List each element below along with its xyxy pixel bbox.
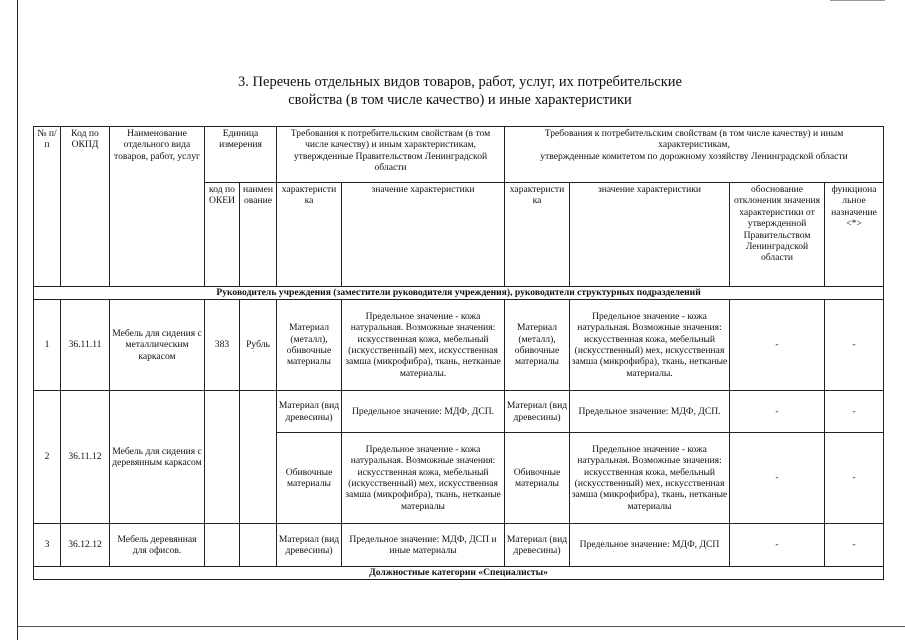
row1-okpd: 36.11.11: [61, 300, 110, 391]
row2a-justification: -: [730, 391, 825, 433]
row3-okpd: 36.12.12: [61, 524, 110, 567]
page-frame-bottom: [17, 626, 905, 627]
row1-name: Мебель для сидения с металлическим каркасом: [110, 300, 205, 391]
row3-name: Мебель деревянная для офисов.: [110, 524, 205, 567]
header-gov-requirements: Требования к потребительским свойствам (в том числе качеству) и иным характеристикам, утвержденные Правительством Ленинградской области: [277, 127, 505, 183]
row2-unit: [240, 391, 277, 524]
row2b-justification: -: [730, 433, 825, 524]
header-justification: обоснование отклонения значения характеристики от утвержденной Правительством Ленинградской области: [730, 183, 825, 287]
row2b-characteristic: Обивочные материалы: [277, 433, 342, 524]
row3-value-2: Предельное значение: МДФ, ДСП: [570, 524, 730, 567]
row3-okei: [205, 524, 240, 567]
row2a-value: Предельное значение: МДФ, ДСП.: [342, 391, 505, 433]
row3-function: -: [825, 524, 884, 567]
header-committee-line-1: Требования к потребительским свойствам (в том числе качеству) и иным: [544, 128, 844, 139]
section-row-managers: [34, 287, 884, 300]
row2b-value: Предельное значение - кожа натуральная. Возможные значения: искусственная кожа, мебельный (искусственный) мех, искусственная замша (микрофибра), ткань, нетканые материалы: [342, 433, 505, 524]
row2-okei: [205, 391, 240, 524]
header-committee-line-3: утвержденные комитетом по дорожному хозяйству Ленинградской области: [540, 150, 848, 162]
row1-okei: 383: [205, 300, 240, 391]
row1-characteristic-2: Материал (металл), обивочные материалы: [505, 300, 570, 391]
section-specialists: Должностные категории «Специалисты»: [34, 567, 884, 580]
row1-unit: Рубль: [240, 300, 277, 391]
row2a-characteristic: Материал (вид древесины): [277, 391, 342, 433]
header-characteristic-value-2: значение характеристики: [570, 183, 730, 287]
row2a-value-2: Предельное значение: МДФ, ДСП.: [570, 391, 730, 433]
table-row-3: [34, 524, 884, 567]
document-title: [180, 73, 740, 109]
row3-num: 3: [34, 524, 61, 567]
table-row-2a: [34, 391, 884, 433]
row3-unit: [240, 524, 277, 567]
scan-mark: [830, 0, 885, 1]
row3-value: Предельное значение: МДФ, ДСП и иные материалы: [342, 524, 505, 567]
section-row-specialists: [34, 567, 884, 580]
row2a-characteristic-2: Материал (вид древесины): [505, 391, 570, 433]
row3-characteristic-2: Материал (вид древесины): [505, 524, 570, 567]
table-row-1: [34, 300, 884, 391]
row2b-function: -: [825, 433, 884, 524]
header-num: № п/п: [34, 127, 61, 287]
title-line-1: 3. Перечень отдельных видов товаров, работ, услуг, их потребительские: [238, 74, 682, 90]
header-characteristic: характеристи ка: [277, 183, 342, 287]
page-frame-left: [17, 0, 18, 640]
header-okei: код по ОКЕИ: [205, 183, 240, 287]
row1-function: -: [825, 300, 884, 391]
header-characteristic-2: характеристи ка: [505, 183, 570, 287]
header-unit-name: наимен ование: [240, 183, 277, 287]
header-unit: Единица измерения: [205, 127, 277, 183]
section-managers: Руководитель учреждения (заместители руководителя учреждения), руководители структурных подразделений: [34, 287, 884, 300]
row3-justification: -: [730, 524, 825, 567]
row1-num: 1: [34, 300, 61, 391]
row1-value: Предельное значение - кожа натуральная. Возможные значения: искусственная кожа, мебельный (искусственный) мех, искусственная замша (микрофибра), ткань, нетканые материалы.: [342, 300, 505, 391]
row1-value-2: Предельное значение - кожа натуральная. Возможные значения: искусственная кожа, мебельный (искусственный) мех, искусственная замша (микрофибра), ткань, нетканые материалы.: [570, 300, 730, 391]
row2b-characteristic-2: Обивочные материалы: [505, 433, 570, 524]
row2b-value-2: Предельное значение - кожа натуральная. Возможные значения: искусственная кожа, мебельный (искусственный) мех, искусственная замша (микрофибра), ткань, нетканые материалы: [570, 433, 730, 524]
header-row-1: [34, 127, 884, 183]
header-function: функциона льное назначение <*>: [825, 183, 884, 287]
row2a-function: -: [825, 391, 884, 433]
header-committee-line-2: характеристикам,: [658, 139, 730, 151]
title-line-2: свойства (в том числе качество) и иные характеристики: [288, 92, 632, 108]
characteristics-table: [33, 126, 884, 580]
row2-name: Мебель для сидения с деревянным каркасом: [110, 391, 205, 524]
row2-num: 2: [34, 391, 61, 524]
header-characteristic-value: значение характеристики: [342, 183, 505, 287]
row1-characteristic: Материал (металл), обивочные материалы: [277, 300, 342, 391]
row1-justification: -: [730, 300, 825, 391]
row3-characteristic: Материал (вид древесины): [277, 524, 342, 567]
row2-okpd: 36.11.12: [61, 391, 110, 524]
header-okpd: Код по ОКПД: [61, 127, 110, 287]
header-committee-requirements: [505, 127, 884, 183]
header-name: Наименование отдельного вида товаров, работ, услуг: [110, 127, 205, 287]
